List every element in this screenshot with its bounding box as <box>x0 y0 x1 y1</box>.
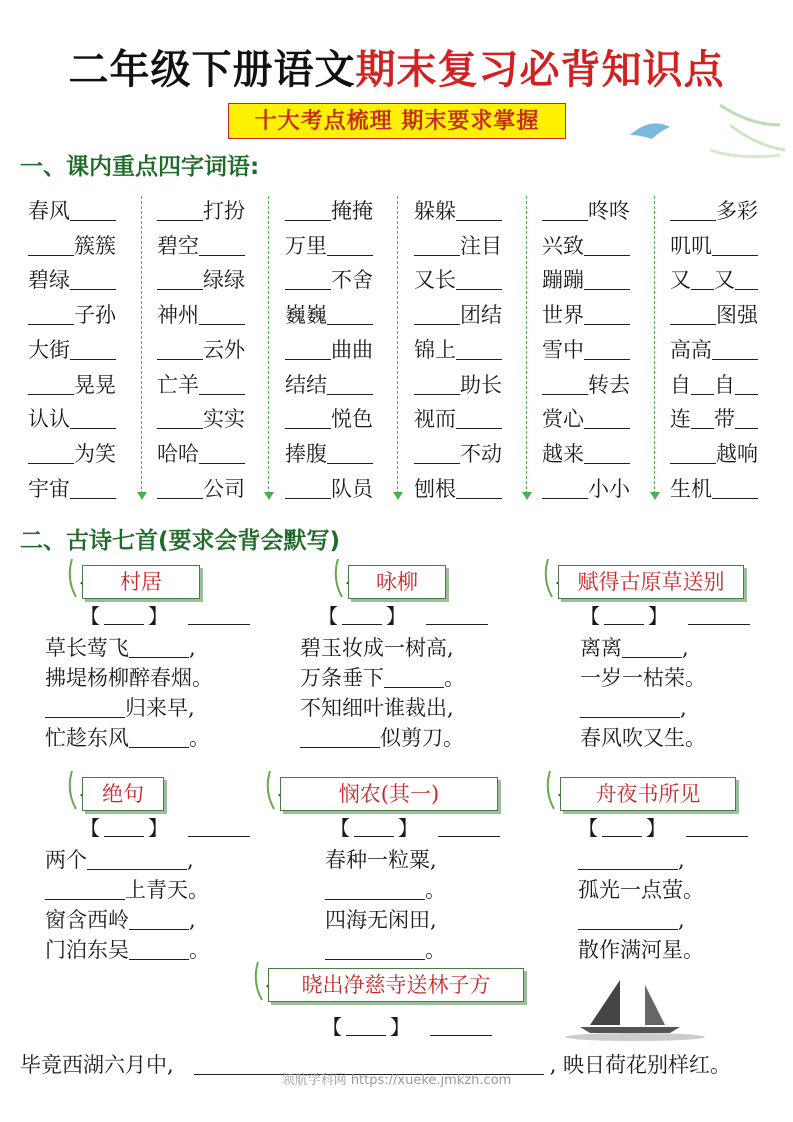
word-item: 公司 <box>157 472 269 506</box>
answer-blank <box>199 441 245 464</box>
word-item: 打扮 <box>157 194 269 228</box>
poem-line: , <box>578 845 685 875</box>
answer-blank <box>28 302 74 325</box>
word-item: 锦上 <box>414 333 526 367</box>
poem-line: 离离 , <box>580 636 689 660</box>
answer-blank <box>414 441 460 464</box>
poem-line: 。 <box>325 935 446 965</box>
word-item: 助长 <box>414 368 526 402</box>
word-item: 簇簇 <box>28 229 140 263</box>
section2-title: 二、古诗七首(要求会背会默写) <box>20 528 341 554</box>
answer-blank <box>129 725 189 748</box>
word-item: 掩掩 <box>285 194 397 228</box>
word-item: 蹦蹦 <box>542 263 654 297</box>
word-item: 躲躲 <box>414 194 526 228</box>
word-item: 咚咚 <box>542 194 654 228</box>
word-item: 注目 <box>414 229 526 263</box>
poem-title: 舟夜书所见 <box>560 777 736 811</box>
dynasty-blank <box>104 816 144 837</box>
word-item: 春风 <box>28 194 140 228</box>
word-item: 雪中 <box>542 333 654 367</box>
word-item: 宇宙 <box>28 472 140 506</box>
answer-blank <box>712 337 758 360</box>
dynasty-blank <box>602 816 642 837</box>
answer-blank <box>129 937 189 960</box>
answer-blank <box>542 476 588 499</box>
answer-blank <box>129 635 189 658</box>
answer-blank <box>70 337 116 360</box>
word-item: 团结 <box>414 298 526 332</box>
author-blank <box>686 816 748 837</box>
answer-blank <box>157 476 203 499</box>
dynasty-author-blank: 【 】 <box>80 603 250 629</box>
answer-blank <box>157 337 203 360</box>
arrow-down-icon <box>522 492 532 500</box>
answer-blank <box>384 665 444 688</box>
word-item: 叽叽 <box>670 229 782 263</box>
word-item: 不舍 <box>285 263 397 297</box>
poem-line: 窗含西岭 , <box>45 908 196 932</box>
answer-blank <box>691 406 714 429</box>
dynasty-blank <box>604 604 644 625</box>
word-item: 视而 <box>414 402 526 436</box>
poem-line: , <box>580 693 687 723</box>
answer-blank <box>70 406 116 429</box>
poem-title: 赋得古原草送别 <box>558 565 744 599</box>
answer-blank <box>691 267 714 290</box>
answer-blank <box>584 233 630 256</box>
word-item: 多彩 <box>670 194 782 228</box>
word-item: 生机 <box>670 472 782 506</box>
poem-line: 门泊东吴 。 <box>45 938 210 962</box>
dynasty-author-blank: 【 】 <box>80 815 250 841</box>
answer-blank <box>157 267 203 290</box>
answer-blank <box>456 198 502 221</box>
poem-title: 村居 <box>82 565 200 599</box>
answer-blank <box>28 372 74 395</box>
answer-blank <box>542 372 588 395</box>
poem-line: 归来早, <box>45 693 195 723</box>
answer-blank <box>285 267 331 290</box>
word-item: 小小 <box>542 472 654 506</box>
word-item: 越来 <box>542 437 654 471</box>
word-item: 不动 <box>414 437 526 471</box>
column-divider <box>397 196 398 494</box>
arrow-down-icon <box>393 492 403 500</box>
dynasty-author-blank: 【 】 <box>318 603 488 629</box>
word-item: 越响 <box>670 437 782 471</box>
answer-blank <box>199 372 245 395</box>
poem-line: 春种一粒粟, <box>325 848 437 872</box>
word-item: 子孙 <box>28 298 140 332</box>
word-item: 大街 <box>28 333 140 367</box>
word-item: 为笑 <box>28 437 140 471</box>
word-item: 悦色 <box>285 402 397 436</box>
poem-line: 万条垂下 。 <box>300 666 465 690</box>
sailboat-decoration-icon <box>560 975 710 1045</box>
answer-blank <box>285 198 331 221</box>
answer-blank <box>199 233 245 256</box>
poem-line: 草长莺飞 , <box>45 636 196 660</box>
dynasty-blank <box>346 1015 386 1036</box>
word-item: 碧空 <box>157 229 269 263</box>
answer-blank <box>70 198 116 221</box>
word-item: 绿绿 <box>157 263 269 297</box>
poem-line: 毕竟西湖六月中, , 映日荷花别样红。 <box>20 1053 732 1077</box>
word-item: 转去 <box>542 368 654 402</box>
word-item: 又长 <box>414 263 526 297</box>
answer-blank <box>285 406 331 429</box>
word-item: 世界 <box>542 298 654 332</box>
arrow-down-icon <box>137 492 147 500</box>
word-item: 图强 <box>670 298 782 332</box>
poem-line: 似剪刀。 <box>300 723 464 753</box>
poem-line: 上青天。 <box>45 875 209 905</box>
word-item: 神州 <box>157 298 269 332</box>
answer-blank <box>285 337 331 360</box>
dynasty-author-blank: 【 】 <box>330 815 500 841</box>
word-item: 巍巍 <box>285 298 397 332</box>
answer-blank <box>285 476 331 499</box>
answer-blank <box>456 406 502 429</box>
answer-blank <box>542 198 588 221</box>
answer-blank <box>584 302 630 325</box>
answer-blank <box>45 877 125 900</box>
answer-blank <box>327 302 373 325</box>
word-item: 自 自 <box>670 368 782 402</box>
column-divider <box>526 196 527 494</box>
word-item: 碧绿 <box>28 263 140 297</box>
answer-blank <box>691 372 714 395</box>
subtitle-banner: 十大考点梳理 期末要求掌握 <box>228 103 566 139</box>
answer-blank <box>584 337 630 360</box>
poem-title: 悯农(其一) <box>280 777 498 811</box>
answer-blank <box>670 302 716 325</box>
answer-blank <box>300 725 380 748</box>
answer-blank <box>578 847 678 870</box>
answer-blank <box>327 233 373 256</box>
answer-blank <box>584 267 630 290</box>
poem-line: 拂堤杨柳醉春烟。 <box>45 666 213 690</box>
answer-blank <box>327 441 373 464</box>
author-blank <box>430 1015 492 1036</box>
answer-blank <box>735 372 758 395</box>
arrow-down-icon <box>650 492 660 500</box>
dynasty-blank <box>342 604 382 625</box>
answer-blank <box>584 441 630 464</box>
word-item: 实实 <box>157 402 269 436</box>
answer-blank <box>456 267 502 290</box>
poem-line: 碧玉妆成一树高, <box>300 636 454 660</box>
word-item: 兴致 <box>542 229 654 263</box>
poem-line: 。 <box>325 875 446 905</box>
section1-title: 一、课内重点四字词语: <box>20 154 260 180</box>
author-blank <box>438 816 500 837</box>
answer-blank <box>414 233 460 256</box>
answer-blank <box>584 406 630 429</box>
answer-blank <box>157 406 203 429</box>
bamboo-bird-decoration-icon <box>600 95 790 195</box>
poem-line: , <box>578 905 685 935</box>
word-item: 哈哈 <box>157 437 269 471</box>
poem-title: 晓出净慈寺送林子方 <box>268 968 524 1002</box>
answer-blank <box>70 476 116 499</box>
column-divider <box>141 196 142 494</box>
answer-blank <box>325 877 425 900</box>
column-divider <box>654 196 655 494</box>
word-item: 结结 <box>285 368 397 402</box>
word-item: 亡羊 <box>157 368 269 402</box>
poem-line: 两个 , <box>45 848 194 872</box>
dynasty-author-blank: 【 】 <box>578 815 748 841</box>
poem-title: 绝句 <box>82 777 164 811</box>
answer-blank <box>414 302 460 325</box>
answer-blank <box>414 372 460 395</box>
poem-line: 不知细叶谁裁出, <box>300 696 454 720</box>
word-item: 队员 <box>285 472 397 506</box>
word-item: 万里 <box>285 229 397 263</box>
answer-blank <box>45 695 125 718</box>
dynasty-author-blank: 【 】 <box>580 603 750 629</box>
answer-blank <box>670 441 716 464</box>
watermark: 领航学科网 https://xueke.jmkzh.com <box>281 1073 512 1088</box>
poem-line: 散作满河星。 <box>578 938 704 962</box>
answer-blank <box>712 233 758 256</box>
answer-blank <box>580 695 680 718</box>
answer-blank <box>670 198 716 221</box>
poem-line: 一岁一枯荣。 <box>580 666 706 690</box>
page-title <box>0 38 793 95</box>
author-blank <box>188 604 250 625</box>
answer-blank <box>157 198 203 221</box>
dynasty-author-blank: 【 】 <box>322 1014 492 1040</box>
answer-blank <box>87 847 187 870</box>
dynasty-blank <box>354 816 394 837</box>
arrow-down-icon <box>264 492 274 500</box>
poem-line: 春风吹又生。 <box>580 726 706 750</box>
answer-blank <box>622 635 682 658</box>
word-item: 云外 <box>157 333 269 367</box>
word-item: 捧腹 <box>285 437 397 471</box>
word-item: 高高 <box>670 333 782 367</box>
word-item: 刨根 <box>414 472 526 506</box>
answer-blank <box>129 907 189 930</box>
answer-blank <box>735 267 758 290</box>
word-item: 连 带 <box>670 402 782 436</box>
author-blank <box>188 816 250 837</box>
answer-blank <box>456 337 502 360</box>
author-blank <box>426 604 488 625</box>
answer-blank <box>456 476 502 499</box>
word-item: 赏心 <box>542 402 654 436</box>
poem-line: 忙趁东风 。 <box>45 726 210 750</box>
author-blank <box>688 604 750 625</box>
word-item: 认认 <box>28 402 140 436</box>
title-part2: 期末复习必背知识点 <box>355 47 725 93</box>
title-part1: 二年级下册语文 <box>68 47 356 93</box>
answer-blank <box>578 907 678 930</box>
word-item: 又 又 <box>670 263 782 297</box>
column-divider <box>268 196 269 494</box>
answer-blank <box>327 372 373 395</box>
word-item: 晃晃 <box>28 368 140 402</box>
word-item: 曲曲 <box>285 333 397 367</box>
answer-blank <box>28 441 74 464</box>
answer-blank <box>28 233 74 256</box>
answer-blank <box>199 302 245 325</box>
dynasty-blank <box>104 604 144 625</box>
answer-blank <box>70 267 116 290</box>
poem-line: 四海无闲田, <box>325 908 437 932</box>
poem-title: 咏柳 <box>348 565 446 599</box>
answer-blank <box>735 406 758 429</box>
poem-line: 孤光一点萤。 <box>578 878 704 902</box>
answer-blank <box>712 476 758 499</box>
answer-blank <box>325 937 425 960</box>
